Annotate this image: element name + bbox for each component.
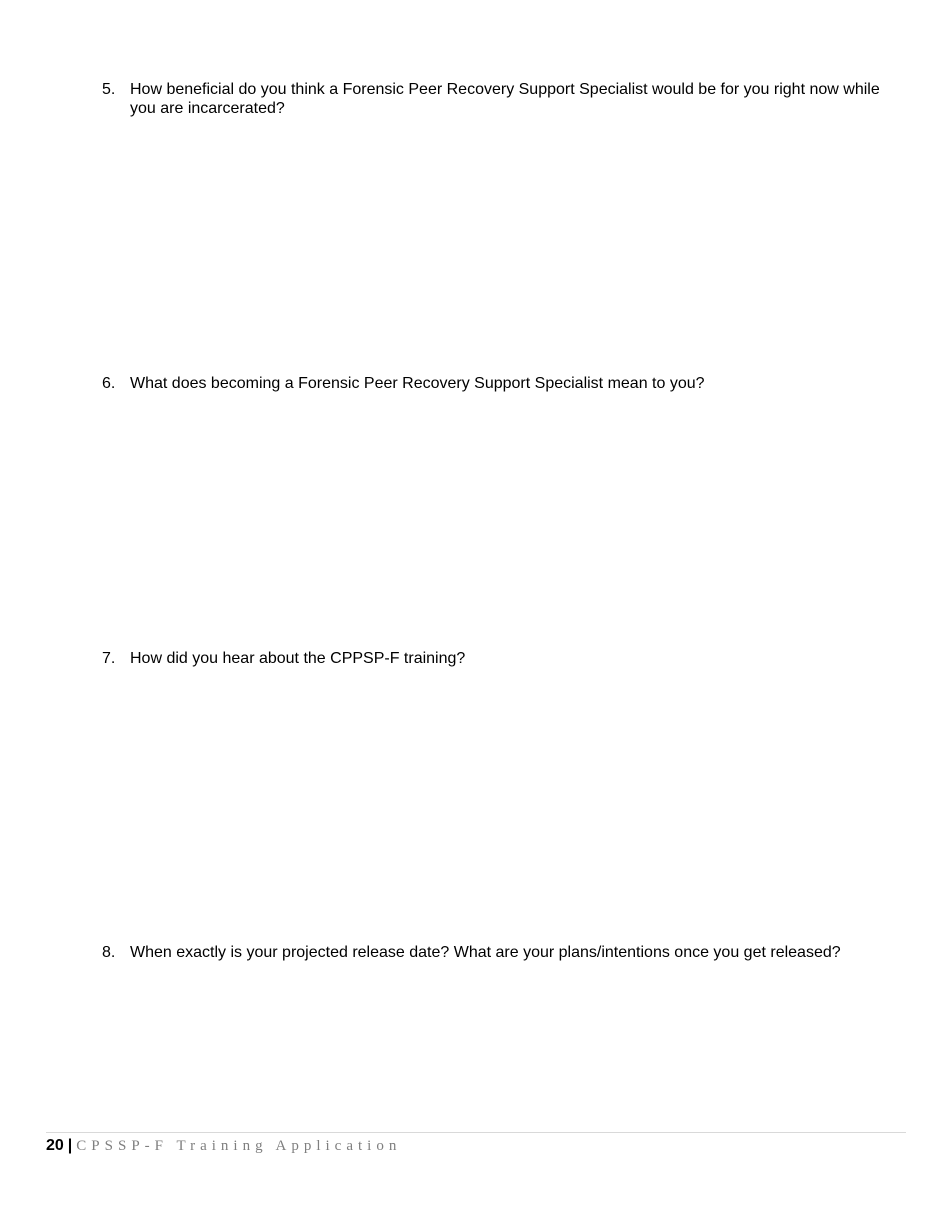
question-number: 7. — [102, 650, 116, 667]
question-text: How beneficial do you think a Forensic Peer Recovery Support Specialist would be for you right now while you are incarcerated? — [130, 81, 880, 117]
question-number: 5. — [102, 81, 116, 98]
question-number: 6. — [102, 375, 116, 392]
page-footer — [46, 1132, 906, 1156]
question-5 — [102, 80, 902, 118]
question-number: 8. — [102, 944, 116, 961]
question-text: When exactly is your projected release date? What are your plans/intentions once you get released? — [130, 944, 841, 961]
question-text: How did you hear about the CPPSP-F training? — [130, 650, 466, 667]
document-title: CPSSP-F Training Application — [76, 1138, 402, 1154]
question-6 — [102, 374, 902, 393]
question-text: What does becoming a Forensic Peer Recovery Support Specialist mean to you? — [130, 375, 705, 392]
question-8 — [102, 943, 902, 962]
question-7 — [102, 649, 902, 668]
page-number: 20 — [46, 1137, 64, 1154]
footer-separator: | — [67, 1137, 73, 1154]
